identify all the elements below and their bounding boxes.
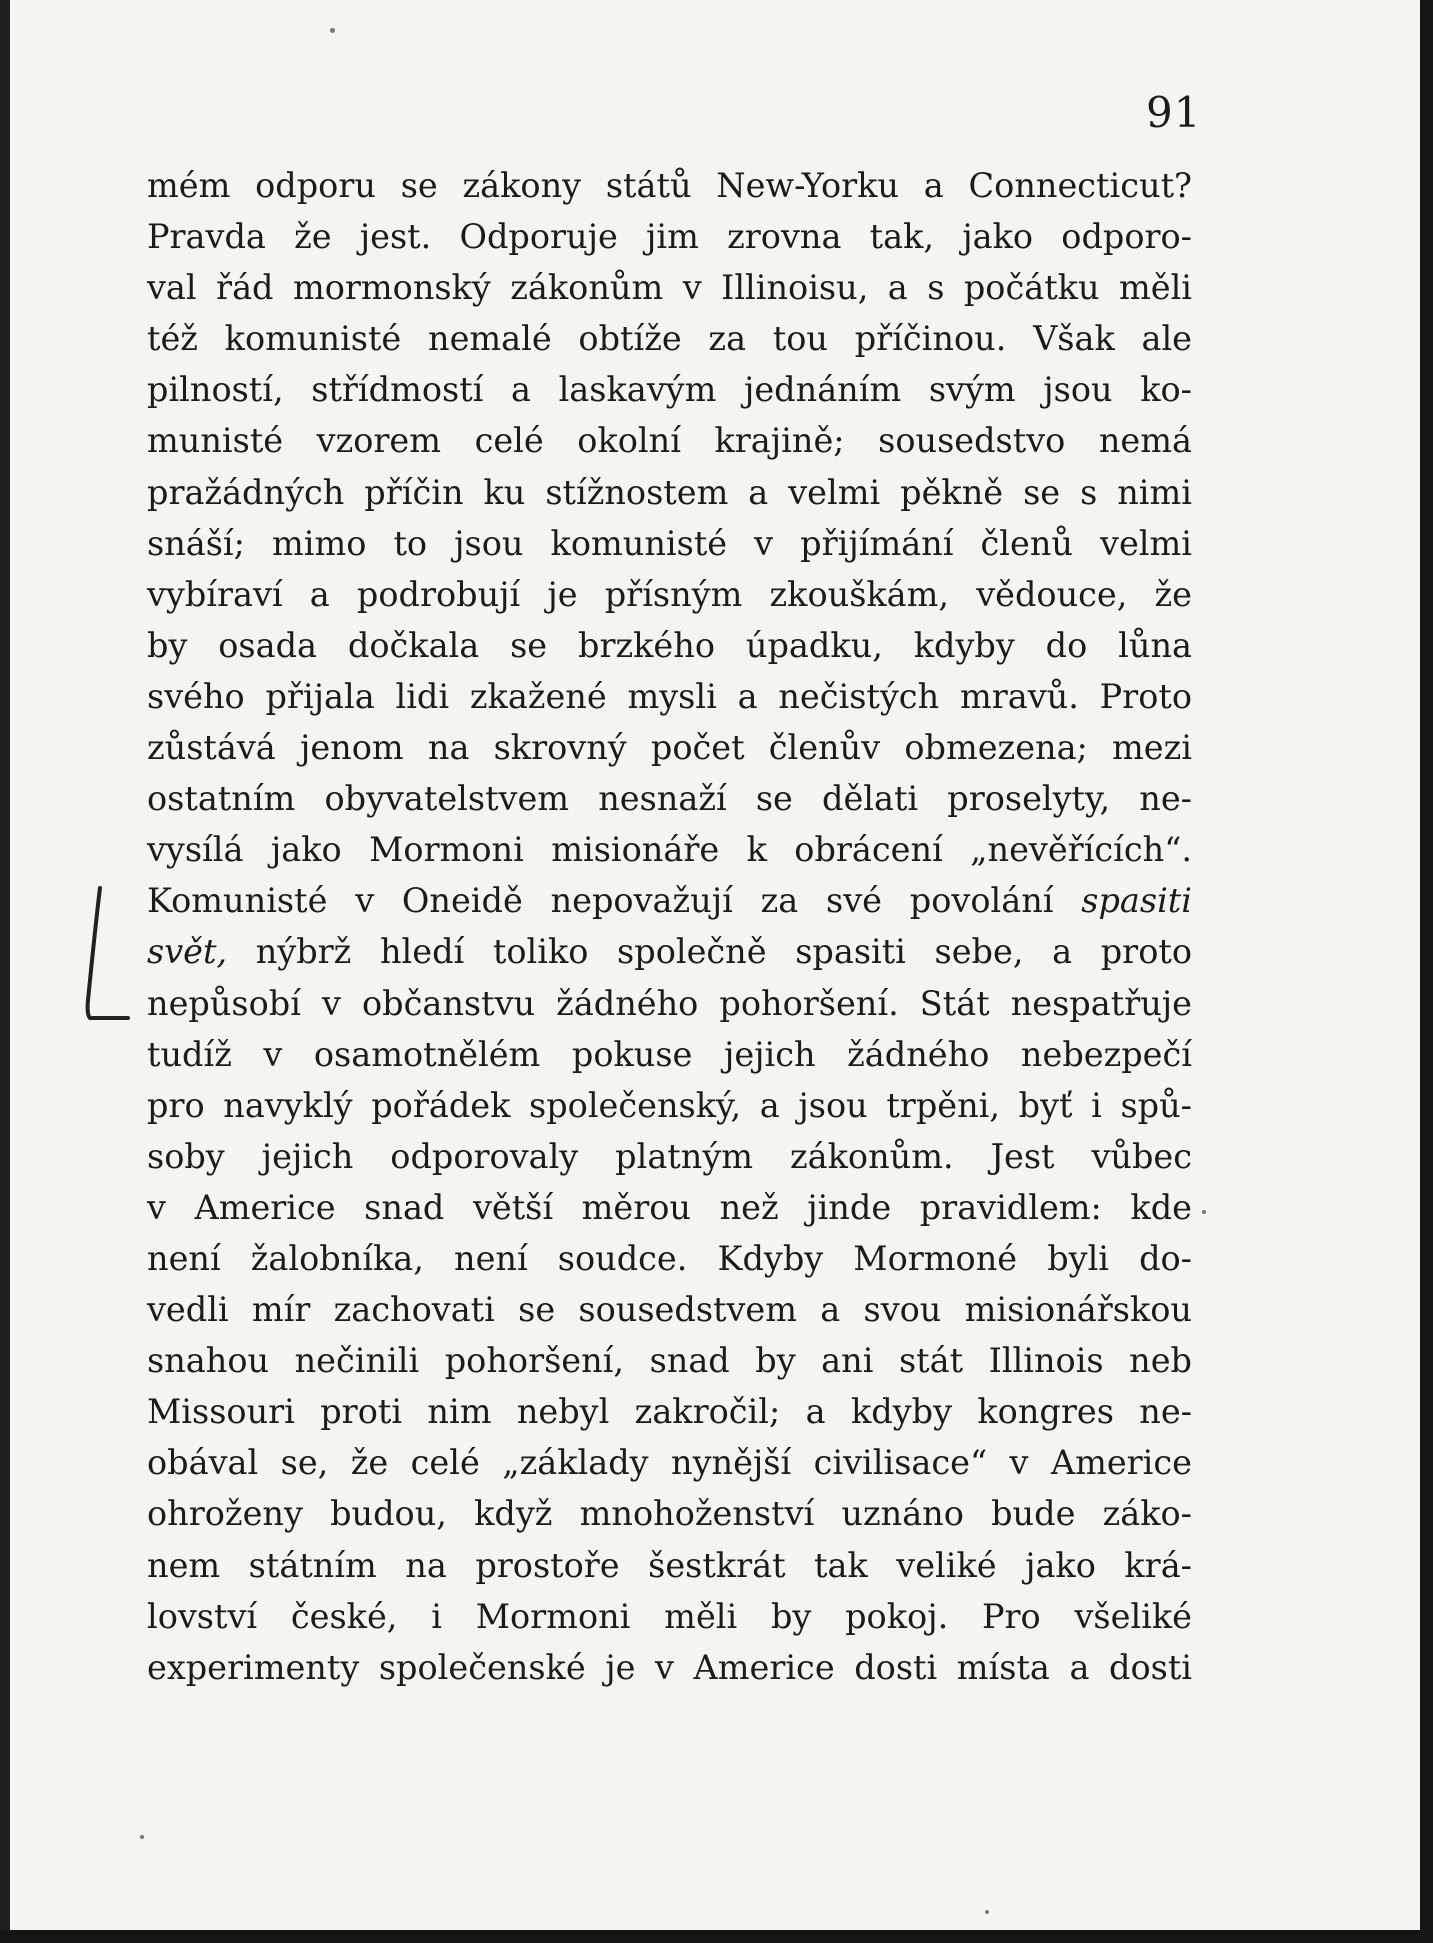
body-text xyxy=(147,160,1192,1693)
text-line xyxy=(147,773,1192,824)
line-text: snáší; mimo to jsou komunisté v přijímání členů velmi xyxy=(147,523,1192,563)
paper-speck xyxy=(330,28,335,33)
text-line xyxy=(147,211,1192,262)
text-line xyxy=(147,1284,1192,1335)
line-text: Missouri proti nim nebyl zakročil; a kdyby kongres ne- xyxy=(147,1392,1192,1432)
line-text: pro navyklý pořádek společenský, a jsou trpěni, byť i spů- xyxy=(147,1085,1192,1125)
line-text: nýbrž hledí toliko společně spasiti sebe, a proto xyxy=(255,932,1192,972)
text-line xyxy=(147,1540,1192,1591)
text-line xyxy=(147,415,1192,466)
line-text: tudíž v osamotnělém pokuse jejich žádného nebezpečí xyxy=(147,1034,1192,1074)
line-text: munisté vzorem celé okolní krajině; sousedstvo nemá xyxy=(147,421,1192,461)
book-page xyxy=(10,0,1420,1930)
text-line xyxy=(147,313,1192,364)
text-line xyxy=(147,1131,1192,1182)
text-line xyxy=(147,467,1192,518)
line-text: svého přijala lidi zkažené mysli a nečistých mravů. Proto xyxy=(147,676,1192,716)
text-line xyxy=(147,824,1192,875)
line-text: experimenty společenské je v Americe dosti místa a dosti xyxy=(147,1647,1192,1687)
line-text: soby jejich odporovaly platným zákonům. Jest vůbec xyxy=(147,1136,1192,1176)
scan-right-edge xyxy=(1420,0,1433,1943)
text-line xyxy=(147,1080,1192,1131)
line-text: vybíraví a podrobují je přísným zkouškám, vědouce, že xyxy=(147,574,1192,614)
text-line xyxy=(147,1029,1192,1080)
italic-text: spasiti xyxy=(1081,881,1192,921)
line-text: ohroženy budou, když mnohoženství uznáno bude záko- xyxy=(147,1494,1192,1534)
text-line xyxy=(147,1182,1192,1233)
line-text: val řád mormonský zákonům v Illinoisu, a s počátku měli xyxy=(147,268,1192,308)
line-text: není žalobníka, není soudce. Kdyby Mormoné byli do- xyxy=(147,1238,1192,1278)
line-text: pražádných příčin ku stížnostem a velmi pěkně se s nimi xyxy=(147,472,1192,512)
text-line xyxy=(147,569,1192,620)
scan-bottom-edge xyxy=(0,1930,1433,1943)
text-line xyxy=(147,978,1192,1029)
text-line xyxy=(147,671,1192,722)
paper-speck xyxy=(1202,1210,1206,1214)
line-text: též komunisté nemalé obtíže za tou příčinou. Však ale xyxy=(147,319,1192,359)
text-line xyxy=(147,1386,1192,1437)
line-text: snahou nečinili pohoršení, snad by ani stát Illinois neb xyxy=(147,1341,1192,1381)
line-text: nepůsobí v občanstvu žádného pohoršení. Stát nespatřuje xyxy=(147,983,1192,1023)
scan-left-edge xyxy=(0,0,10,1943)
text-line xyxy=(147,620,1192,671)
line-text: pilností, střídmostí a laskavým jednáním svým jsou ko- xyxy=(147,370,1192,410)
line-text: mém odporu se zákony států New-Yorku a Connecticut? xyxy=(147,166,1192,205)
text-line xyxy=(147,1642,1192,1693)
text-line xyxy=(147,1488,1192,1539)
italic-text: svět, xyxy=(147,932,228,972)
pencil-margin-mark-icon xyxy=(80,880,130,1030)
page-number: 91 xyxy=(1146,88,1202,137)
line-text: obával se, že celé „základy nynější civilisace“ v Americe xyxy=(147,1443,1192,1483)
line-text: vysílá jako Mormoni misionáře k obrácení „nevěřících“. xyxy=(147,830,1192,870)
text-line xyxy=(147,1233,1192,1284)
line-text: v Americe snad větší měrou než jinde pravidlem: kde xyxy=(147,1187,1192,1227)
paper-speck xyxy=(985,1910,989,1914)
line-text: lovství české, i Mormoni měli by pokoj. Pro všeliké xyxy=(147,1596,1192,1636)
line-text: ostatním obyvatelstvem nesnaží se dělati proselyty, ne- xyxy=(147,779,1192,819)
text-line xyxy=(147,262,1192,313)
line-text: vedli mír zachovati se sousedstvem a svou misionářskou xyxy=(147,1290,1192,1330)
text-line xyxy=(147,1437,1192,1488)
line-text: nem státním na prostoře šestkrát tak veliké jako krá- xyxy=(147,1545,1192,1585)
text-line xyxy=(147,160,1192,211)
text-line xyxy=(147,1591,1192,1642)
line-text: Komunisté v Oneidě nepovažují za své povolání xyxy=(147,881,1054,921)
line-text: Pravda že jest. Odporuje jim zrovna tak, jako odporo- xyxy=(147,217,1192,257)
paper-speck xyxy=(140,1835,144,1839)
text-line xyxy=(147,1335,1192,1386)
text-line xyxy=(147,875,1192,926)
text-line xyxy=(147,926,1192,977)
text-line xyxy=(147,518,1192,569)
text-line xyxy=(147,722,1192,773)
line-text: by osada dočkala se brzkého úpadku, kdyby do lůna xyxy=(147,625,1192,665)
text-line xyxy=(147,364,1192,415)
line-text: zůstává jenom na skrovný počet členův obmezena; mezi xyxy=(147,728,1192,768)
